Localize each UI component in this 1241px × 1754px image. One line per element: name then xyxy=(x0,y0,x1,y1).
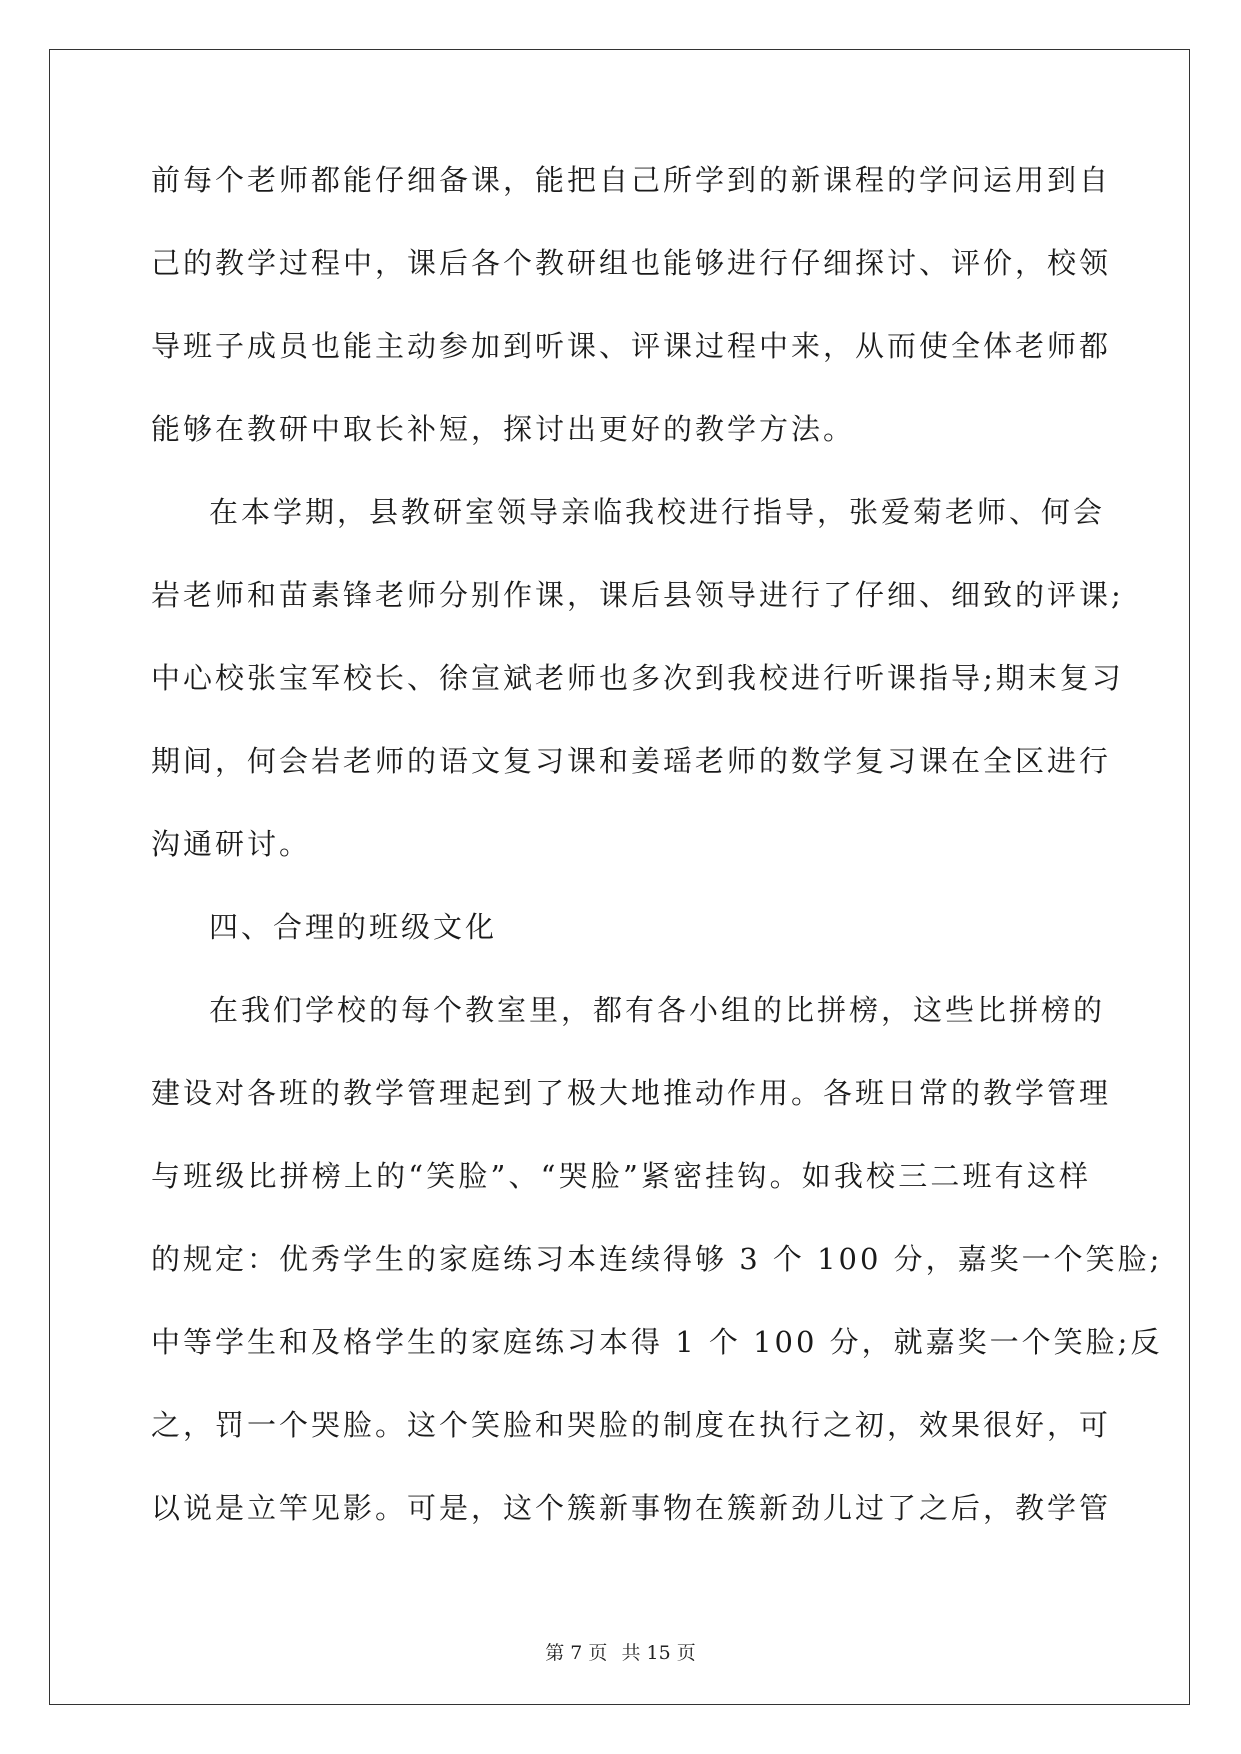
text-line: 在我们学校的每个教室里，都有各小组的比拼榜，这些比拼榜的 xyxy=(209,993,1106,1027)
text-line: 中心校张宝军校长、徐宣斌老师也多次到我校进行听课指导;期末复习 xyxy=(151,661,1124,695)
document-body xyxy=(151,160,1163,1571)
text-line: 建设对各班的教学管理起到了极大地推动作用。各班日常的教学管理 xyxy=(151,1076,1112,1110)
text-line: 期间，何会岩老师的语文复习课和姜瑶老师的数学复习课在全区进行 xyxy=(151,744,1112,778)
page-number: 第 7 页 xyxy=(545,1642,608,1664)
text-line: 导班子成员也能主动参加到听课、评课过程中来，从而使全体老师都 xyxy=(151,329,1112,363)
text-line: 沟通研讨。 xyxy=(151,827,312,861)
text-line: 的规定：优秀学生的家庭练习本连续得够 3 个 100 分，嘉奖一个笑脸; xyxy=(151,1242,1163,1276)
total-pages: 共 15 页 xyxy=(621,1642,696,1664)
text-line: 中等学生和及格学生的家庭练习本得 1 个 100 分，就嘉奖一个笑脸;反 xyxy=(151,1325,1163,1359)
text-line: 能够在教研中取长补短，探讨出更好的教学方法。 xyxy=(151,412,856,446)
text-line: 以说是立竿见影。可是，这个簇新事物在簇新劲儿过了之后，教学管 xyxy=(151,1491,1112,1525)
text-line: 之，罚一个哭脸。这个笑脸和哭脸的制度在执行之初，效果很好，可 xyxy=(151,1408,1112,1442)
text-line: 在本学期，县教研室领导亲临我校进行指导，张爱菊老师、何会 xyxy=(209,495,1106,529)
text-line: 岩老师和苗素锋老师分别作课，课后县领导进行了仔细、细致的评课; xyxy=(151,578,1124,612)
page-footer xyxy=(0,1638,1241,1665)
section-heading: 四、合理的班级文化 xyxy=(209,910,498,944)
text-line: 与班级比拼榜上的“笑脸”、“哭脸”紧密挂钩。如我校三二班有这样 xyxy=(151,1159,1091,1193)
text-line: 前每个老师都能仔细备课，能把自己所学到的新课程的学问运用到自 xyxy=(151,163,1112,197)
text-line: 己的教学过程中，课后各个教研组也能够进行仔细探讨、评价，校领 xyxy=(151,246,1112,280)
